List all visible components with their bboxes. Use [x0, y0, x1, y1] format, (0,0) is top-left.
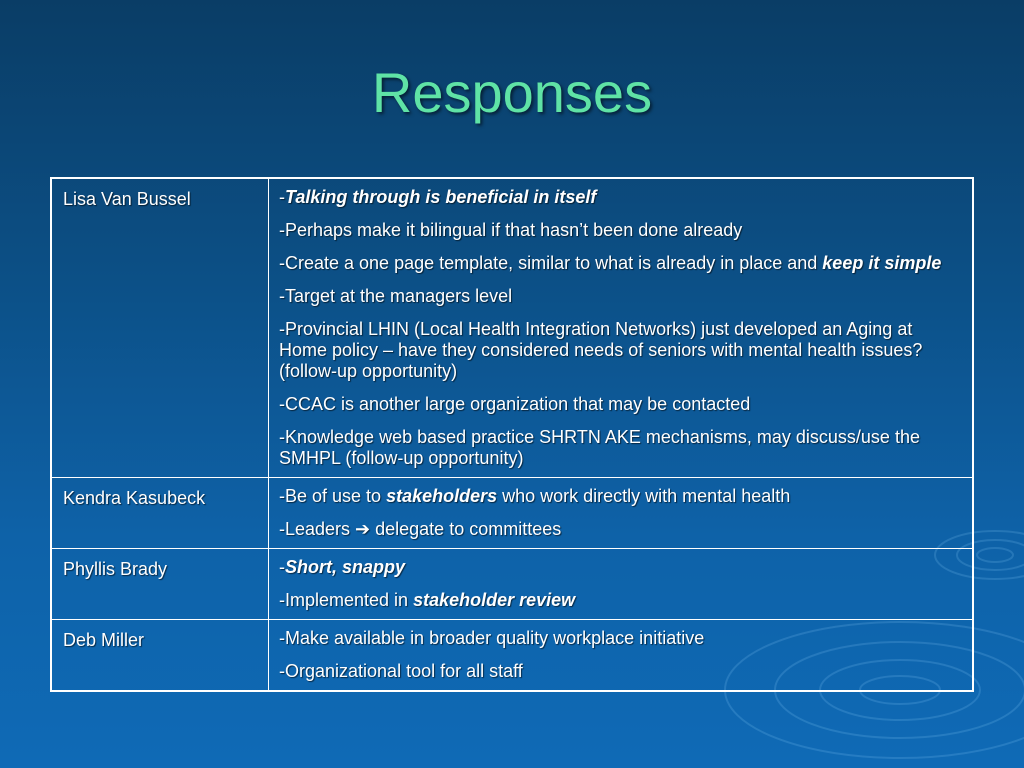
respondent-name: Lisa Van Bussel — [51, 178, 269, 478]
response-text: - — [279, 187, 285, 207]
response-line — [279, 427, 942, 469]
respondent-name: Phyllis Brady — [51, 549, 269, 620]
response-text: -Leaders ➔ delegate to committees — [279, 519, 562, 539]
response-text: -Knowledge web based practice SHRTN AKE mechanisms, may discuss/use the SMHPL (follow-up opportunity) — [279, 427, 920, 468]
emphasized-text: stakeholders — [386, 486, 498, 506]
response-text: -Be of use to — [279, 486, 387, 506]
response-line — [279, 628, 942, 649]
emphasized-text: Short, snappy — [285, 557, 406, 577]
response-text: -Implemented in — [279, 590, 414, 610]
response-line — [279, 590, 942, 611]
table-row — [51, 178, 973, 478]
response-text: -Make available in broader quality workplace initiative — [279, 628, 705, 648]
response-line — [279, 220, 942, 241]
responses-table — [50, 177, 974, 692]
table-row — [51, 549, 973, 620]
response-line — [279, 187, 942, 208]
response-line — [279, 319, 942, 382]
response-cell — [269, 620, 974, 692]
respondent-name: Kendra Kasubeck — [51, 478, 269, 549]
response-line — [279, 394, 942, 415]
response-line — [279, 661, 942, 682]
response-cell — [269, 178, 974, 478]
response-line — [279, 486, 942, 507]
table-row — [51, 620, 973, 692]
response-line — [279, 253, 942, 274]
response-text: -Provincial LHIN (Local Health Integration Networks) just developed an Aging at Home policy – have they considered needs of seniors with mental health issues? (follow-up opportunity) — [279, 319, 923, 381]
response-text: -Organizational tool for all staff — [279, 661, 523, 681]
slide-title: Responses — [371, 61, 653, 124]
emphasized-text: keep it simple — [822, 253, 942, 273]
response-text: -Perhaps make it bilingual if that hasn’t been done already — [279, 220, 743, 240]
response-cell — [269, 478, 974, 549]
emphasized-text: Talking through is beneficial in itself — [285, 187, 597, 207]
respondent-name: Deb Miller — [51, 620, 269, 692]
response-text: - — [279, 557, 285, 577]
emphasized-text: stakeholder review — [413, 590, 576, 610]
response-text: who work directly with mental health — [497, 486, 791, 506]
response-text: -Target at the managers level — [279, 286, 513, 306]
response-line — [279, 557, 942, 578]
response-line — [279, 519, 942, 540]
response-line — [279, 286, 942, 307]
response-cell — [269, 549, 974, 620]
response-text: -CCAC is another large organization that may be contacted — [279, 394, 751, 414]
table-row — [51, 478, 973, 549]
response-text: -Create a one page template, similar to what is already in place and — [279, 253, 823, 273]
